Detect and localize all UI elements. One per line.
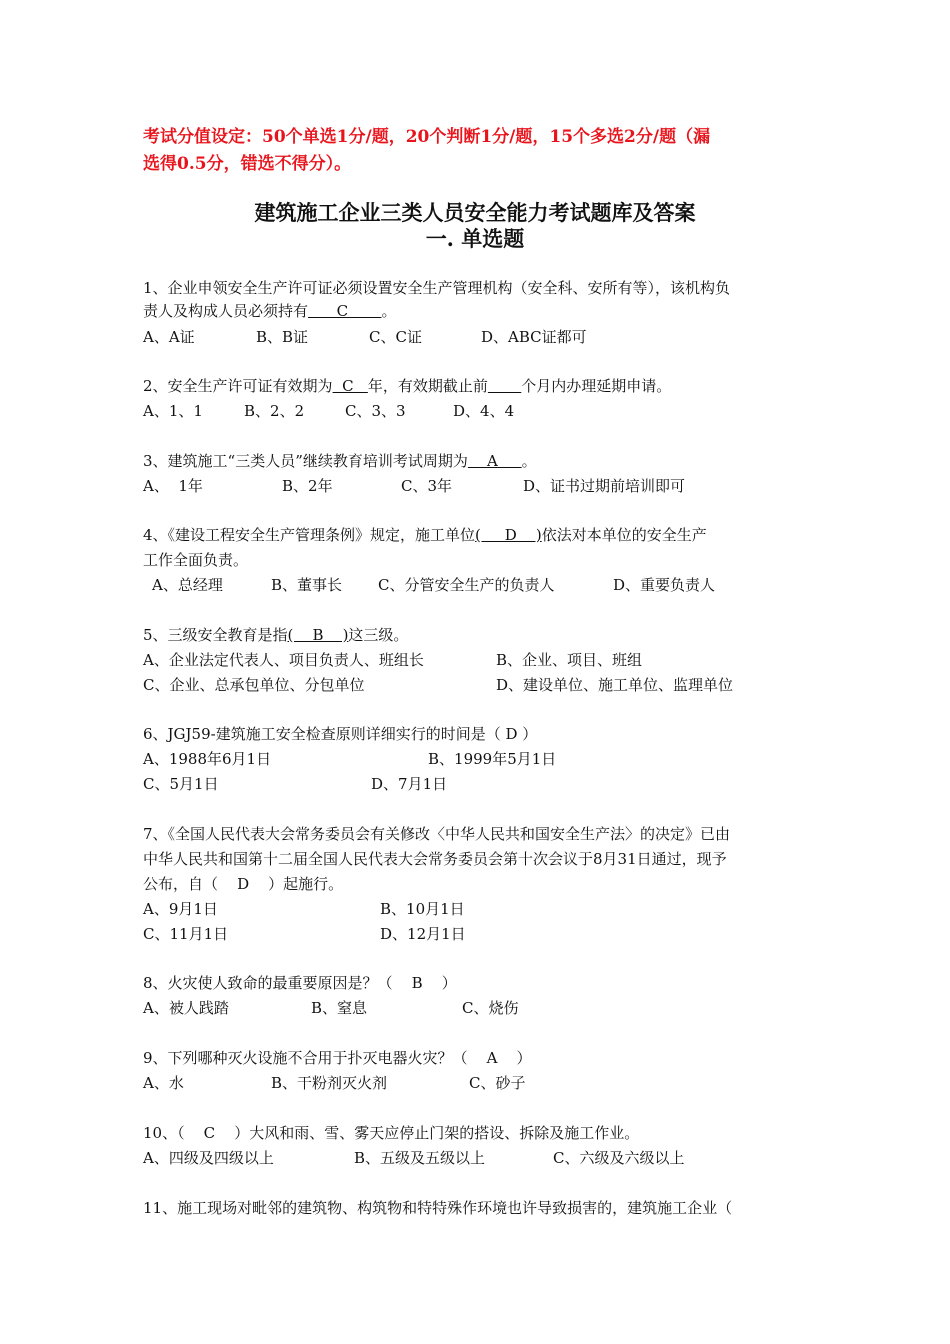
question-6-text: 6、JGJ59-建筑施工安全检查原则详细实行的时间是（ D ）	[143, 725, 538, 743]
question-6-option-c: C、5月1日	[143, 775, 219, 793]
question-4-answer-blank: ( D )	[475, 526, 542, 544]
question-1-option-b: B、B证	[256, 328, 309, 346]
question-5-answer-blank: ( B )	[287, 626, 349, 644]
question-2-option-d: D、4、4	[453, 402, 515, 420]
question-1-option-d: D、ABC证都可	[481, 328, 587, 346]
question-1-text-line-2	[143, 300, 397, 322]
question-1-text-part: 责人及构成人员必须持有	[143, 302, 309, 320]
question-5-option-d: D、建设单位、施工单位、监理单位	[496, 676, 734, 694]
question-6-option-b: B、1999年5月1日	[428, 750, 557, 768]
document-title: 建筑施工企业三类人员安全能力考试题库及答案	[254, 200, 696, 225]
question-11-text: 11、施工现场对毗邻的建筑物、构筑物和特特殊作环境也许导致损害的，建筑施工企业（	[143, 1199, 733, 1217]
question-5-option-c: C、企业、总承包单位、分包单位	[143, 676, 365, 694]
question-2-text-part-1: 2、安全生产许可证有效期为	[143, 377, 333, 395]
question-7-option-c: C、11月1日	[143, 925, 229, 943]
question-2-text-part-3: 个月内办理延期申请。	[521, 377, 672, 395]
question-3-text	[143, 450, 537, 472]
question-3-answer-blank: A	[467, 452, 522, 470]
question-8-text: 8、火灾使人致命的最重要原因是？（ B ）	[143, 974, 457, 992]
question-8-option-a: A、被人践踏	[143, 999, 229, 1017]
question-1-text-end: 。	[381, 302, 397, 320]
question-4-text-line-2: 工作全面负责。	[143, 551, 249, 569]
score-notice-line-1: 考试分值设定：50个单选1分/题，20个判断1分/题，15个多选2分/题（漏	[143, 127, 711, 147]
question-5-text-end: 这三级。	[348, 626, 409, 644]
question-4-option-b: B、董事长	[271, 576, 343, 594]
question-8-option-b: B、窒息	[311, 999, 368, 1017]
question-10-option-c: C、六级及六级以上	[553, 1149, 685, 1167]
question-2-option-c: C、3、3	[345, 402, 406, 420]
question-5-text	[143, 624, 408, 646]
question-7-text-line-2: 中华人民共和国第十二届全国人民代表大会常务委员会第十次会议于8月31日通过，现予	[143, 850, 727, 868]
question-3-option-a: A、 1年	[143, 477, 203, 495]
question-5-option-b: B、企业、项目、班组	[496, 651, 643, 669]
question-5-text-part-1: 5、三级安全教育是指	[143, 626, 288, 644]
question-10-option-a: A、四级及四级以上	[143, 1149, 274, 1167]
question-2-text	[143, 375, 671, 397]
question-4-option-c: C、分管安全生产的负责人	[378, 576, 555, 594]
question-3-text-part-1: 3、建筑施工“三类人员”继续教育培训考试周期为	[143, 452, 468, 470]
question-7-option-d: D、12月1日	[380, 925, 466, 943]
question-1-answer-blank: C	[308, 302, 382, 320]
question-4-option-a: A、总经理	[152, 576, 223, 594]
question-4-text-part-2: 依法对本单位的安全生产	[541, 526, 707, 544]
question-10-text: 10、（ C ）大风和雨、雪、雾天应停止门架的搭设、拆除及施工作业。	[143, 1124, 640, 1142]
question-7-text-line-1: 7、《全国人民代表大会常务委员会有关修改〈中华人民共和国安全生产法〉的决定》已由	[143, 825, 731, 843]
question-7-option-b: B、10月1日	[380, 900, 465, 918]
question-7-text-line-3: 公布，自（ D ）起施行。	[143, 875, 344, 893]
question-6-option-d: D、7月1日	[371, 775, 448, 793]
question-9-option-b: B、干粉剂灭火剂	[271, 1074, 388, 1092]
question-4-option-d: D、重要负责人	[613, 576, 716, 594]
question-1-text-line-1: 1、企业申领安全生产许可证必须设置安全生产管理机构（安全科、安所有等），该机构负	[143, 279, 731, 297]
question-2-answer-blank-2	[488, 377, 521, 395]
question-4-text-part-1: 4、《建设工程安全生产管理条例》规定，施工单位	[143, 526, 476, 544]
question-9-text: 9、下列哪种灭火设施不合用于扑灭电器火灾？（ A ）	[143, 1049, 532, 1067]
question-4-text-line-1	[143, 524, 707, 546]
question-3-option-c: C、3年	[401, 477, 453, 495]
question-3-option-d: D、证书过期前培训即可	[523, 477, 686, 495]
question-2-text-part-2: 年，有效期截止前	[367, 377, 488, 395]
question-9-option-a: A、水	[143, 1074, 184, 1092]
section-heading: 一. 单选题	[425, 226, 525, 251]
question-2-option-a: A、1、1	[143, 402, 203, 420]
question-5-option-a: A、企业法定代表人、项目负责人、班组长	[143, 651, 424, 669]
question-9-option-c: C、砂子	[469, 1074, 526, 1092]
question-3-option-b: B、2年	[282, 477, 333, 495]
question-7-option-a: A、9月1日	[143, 900, 218, 918]
question-1-option-a: A、A证	[143, 328, 195, 346]
question-8-option-c: C、烧伤	[462, 999, 519, 1017]
question-1-option-c: C、C证	[369, 328, 422, 346]
score-notice	[143, 124, 813, 178]
question-10-option-b: B、五级及五级以上	[354, 1149, 486, 1167]
question-6-option-a: A、1988年6月1日	[143, 750, 272, 768]
question-3-text-end: 。	[521, 452, 537, 470]
question-2-answer-blank-1: C	[332, 377, 368, 395]
score-notice-line-2: 选得0.5分，错选不得分）。	[143, 154, 352, 174]
question-2-option-b: B、2、2	[244, 402, 305, 420]
